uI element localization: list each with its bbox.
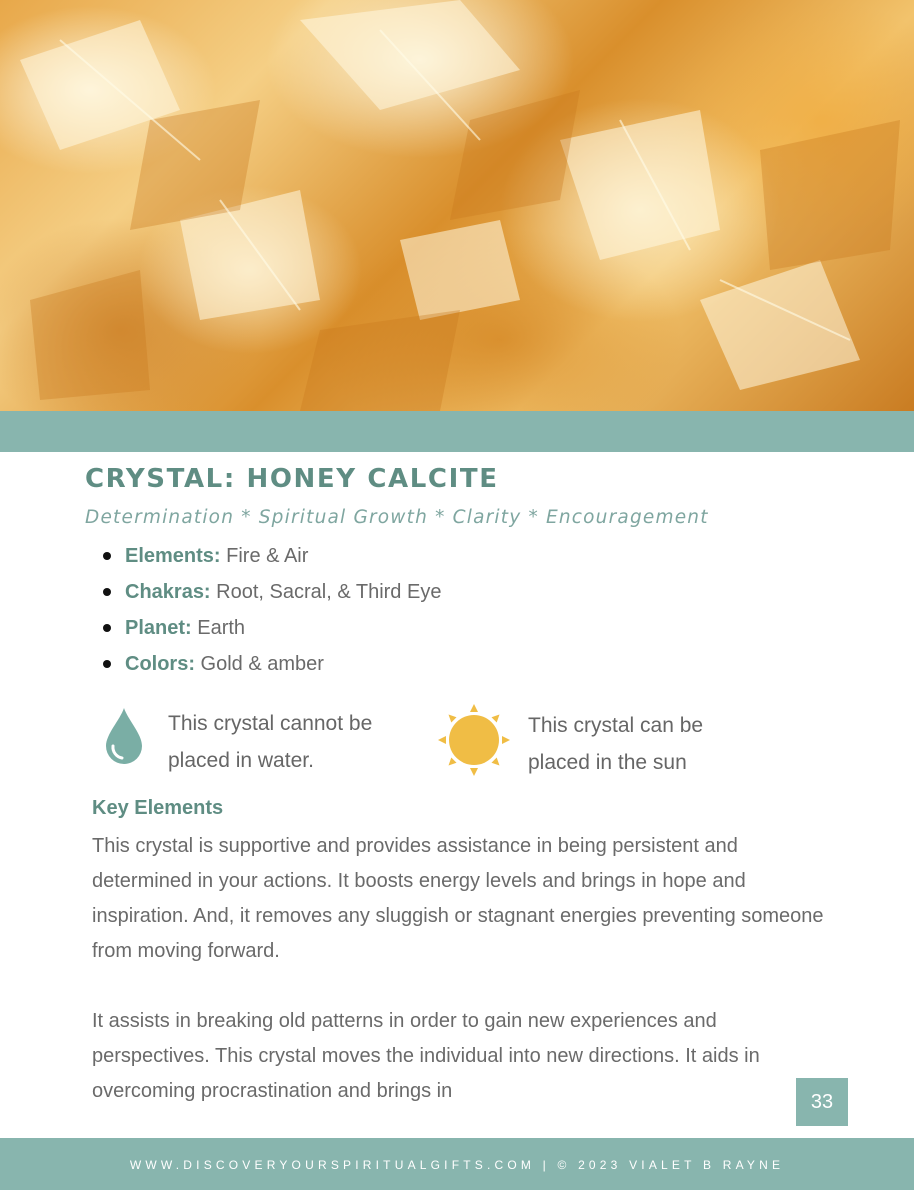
water-care-note — [168, 705, 418, 779]
property-key: Colors: — [125, 653, 195, 675]
property-elements — [100, 540, 441, 576]
property-value: Root, Sacral, & Third Eye — [210, 581, 442, 603]
key-elements-paragraph: This crystal is supportive and provides assistance in being persistent and determined in your actions. It boosts energy levels and brings in hope and inspiration. And, it removes any sluggish or stagnant energies preventing someone from moving forward. — [92, 835, 824, 962]
property-key: Chakras: — [125, 581, 211, 603]
honey-calcite-photo — [0, 0, 914, 411]
key-elements-heading: Key Elements — [92, 797, 224, 819]
property-planet — [100, 612, 441, 648]
key-elements-paragraph: It assists in breaking old patterns in order to gain new experiences and perspectives. This crystal moves the individual into new directions. It aids in overcoming procrastination and brings in — [92, 1010, 760, 1102]
property-key: Elements: — [125, 545, 221, 567]
footer — [0, 1138, 914, 1190]
sun-care-line: placed in the sun — [528, 751, 687, 774]
bullet-icon — [103, 624, 111, 632]
bullet-icon — [103, 588, 111, 596]
water-care-line: placed in water. — [168, 749, 314, 772]
property-chakras — [100, 576, 441, 612]
property-value: Earth — [191, 617, 246, 639]
page-subtitle: Determination * Spiritual Growth * Clarity * Encouragement — [85, 507, 709, 528]
sun-care-note — [528, 707, 778, 781]
page-title: CRYSTAL: HONEY CALCITE — [85, 464, 499, 494]
bullet-icon — [103, 660, 111, 668]
water-care-line: This crystal cannot be — [168, 712, 373, 735]
header-accent-band — [0, 411, 914, 452]
water-drop-icon — [104, 706, 144, 766]
property-value: Fire & Air — [220, 545, 309, 567]
bullet-icon — [103, 552, 111, 560]
property-value: Gold & amber — [195, 653, 324, 675]
crystal-properties-list — [100, 540, 441, 684]
sun-icon — [437, 703, 511, 777]
property-key: Planet: — [125, 617, 192, 639]
property-colors — [100, 648, 441, 684]
page-number: 33 — [796, 1078, 848, 1126]
sun-care-line: This crystal can be — [528, 714, 704, 737]
footer-text: WWW.DISCOVERYOURSPIRITUALGIFTS.COM | © 2023 VIALET B RAYNE — [129, 1158, 785, 1172]
